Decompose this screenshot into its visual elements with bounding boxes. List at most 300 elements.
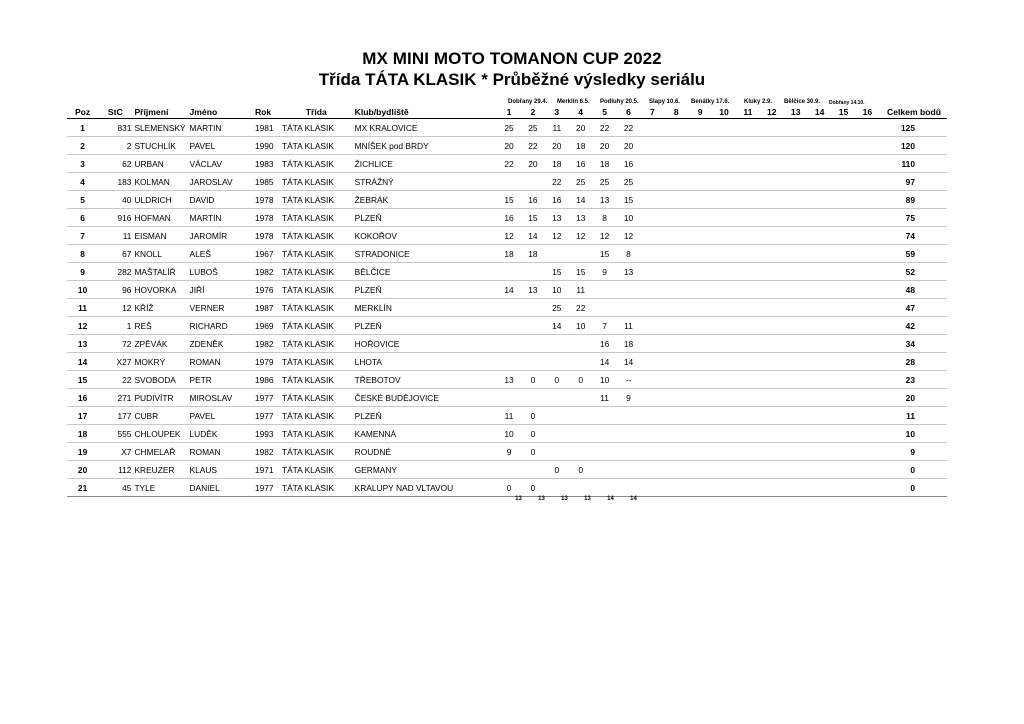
cell-race-points: [617, 299, 641, 317]
cell-race-points: [712, 281, 736, 299]
cell-surname: HOFMAN: [132, 209, 187, 227]
cell-first-name: MARTIN: [188, 119, 253, 137]
cell-race-points: 13: [545, 209, 569, 227]
cell-race-points: [497, 173, 521, 191]
cell-race-points: [784, 461, 808, 479]
cell-race-points: [688, 299, 712, 317]
col-header-race: 16: [855, 105, 879, 119]
cell-race-points: [808, 191, 832, 209]
cell-race-points: 14: [569, 191, 593, 209]
cell-race-points: 13: [593, 191, 617, 209]
cell-position: 19: [67, 443, 98, 461]
cell-race-points: 10: [545, 281, 569, 299]
cell-race-points: 13: [497, 371, 521, 389]
cell-race-points: [688, 245, 712, 263]
cell-race-points: [784, 479, 808, 497]
cell-race-points: [593, 461, 617, 479]
cell-race-points: [688, 317, 712, 335]
cell-race-points: 16: [617, 155, 641, 173]
cell-race-points: [808, 299, 832, 317]
cell-race-points: [736, 461, 760, 479]
cell-class: TÁTA KLASIK: [280, 227, 353, 245]
cell-race-points: 13: [521, 281, 545, 299]
cell-position: 6: [67, 209, 98, 227]
cell-race-points: [736, 479, 760, 497]
cell-race-points: [712, 299, 736, 317]
cell-first-name: ZDENĚK: [188, 335, 253, 353]
cell-first-name: KLAUS: [188, 461, 253, 479]
cell-total-points: 11: [879, 407, 947, 425]
cell-first-name: DAVID: [188, 191, 253, 209]
cell-club: MERKLÍN: [353, 299, 497, 317]
cell-first-name: VERNER: [188, 299, 253, 317]
cell-race-points: 12: [593, 227, 617, 245]
cell-race-points: [736, 173, 760, 191]
cell-start-number: 916: [98, 209, 132, 227]
cell-race-points: [808, 425, 832, 443]
table-row: [67, 191, 947, 209]
cell-race-points: [736, 263, 760, 281]
race-count: 13: [515, 496, 522, 502]
cell-race-points: [640, 353, 664, 371]
col-header-race: 7: [640, 105, 664, 119]
cell-start-number: 177: [98, 407, 132, 425]
cell-race-points: [712, 317, 736, 335]
cell-race-points: [712, 353, 736, 371]
cell-year: 1985: [253, 173, 280, 191]
cell-race-points: [688, 281, 712, 299]
table-row: [67, 353, 947, 371]
cell-race-points: [640, 299, 664, 317]
cell-race-points: [712, 443, 736, 461]
cell-race-points: [832, 335, 856, 353]
cell-surname: MAŠTALÍŘ: [132, 263, 187, 281]
cell-race-points: [688, 389, 712, 407]
cell-race-points: [712, 335, 736, 353]
cell-race-points: [521, 299, 545, 317]
cell-race-points: [855, 479, 879, 497]
cell-club: GERMANY: [353, 461, 497, 479]
cell-race-points: [712, 119, 736, 137]
cell-race-points: 25: [497, 119, 521, 137]
cell-race-points: 20: [497, 137, 521, 155]
cell-race-points: [736, 137, 760, 155]
cell-race-points: [617, 479, 641, 497]
cell-race-points: 15: [617, 191, 641, 209]
cell-race-points: [855, 353, 879, 371]
cell-race-points: [784, 443, 808, 461]
cell-race-points: 18: [521, 245, 545, 263]
cell-race-points: [569, 389, 593, 407]
cell-race-points: [808, 443, 832, 461]
cell-first-name: LUBOŠ: [188, 263, 253, 281]
cell-race-points: [497, 317, 521, 335]
cell-race-points: [855, 209, 879, 227]
cell-race-points: [760, 335, 784, 353]
cell-position: 10: [67, 281, 98, 299]
cell-club: ROUDNÉ: [353, 443, 497, 461]
cell-class: TÁTA KLASIK: [280, 371, 353, 389]
cell-race-points: [617, 425, 641, 443]
cell-class: TÁTA KLASIK: [280, 479, 353, 497]
cell-race-points: [640, 173, 664, 191]
cell-race-points: 0: [521, 443, 545, 461]
cell-race-points: [688, 335, 712, 353]
col-header-race: 15: [832, 105, 856, 119]
cell-race-points: [593, 407, 617, 425]
cell-race-points: [640, 119, 664, 137]
event-label: Slapy 10.6.: [649, 99, 681, 105]
cell-position: 11: [67, 299, 98, 317]
cell-year: 1990: [253, 137, 280, 155]
cell-race-points: [569, 353, 593, 371]
cell-race-points: [760, 155, 784, 173]
cell-race-points: [688, 263, 712, 281]
cell-race-points: [855, 281, 879, 299]
cell-race-points: [832, 389, 856, 407]
cell-total-points: 9: [879, 443, 947, 461]
cell-race-points: 16: [545, 191, 569, 209]
cell-race-points: [640, 425, 664, 443]
cell-position: 15: [67, 371, 98, 389]
cell-race-points: [736, 389, 760, 407]
cell-race-points: [545, 443, 569, 461]
cell-race-points: [664, 209, 688, 227]
cell-race-points: [521, 263, 545, 281]
cell-race-points: [712, 461, 736, 479]
cell-class: TÁTA KLASIK: [280, 155, 353, 173]
table-row: [67, 389, 947, 407]
cell-race-points: [545, 479, 569, 497]
event-label: Merklín 6.5.: [557, 99, 590, 105]
cell-race-points: [784, 281, 808, 299]
cell-race-points: 18: [569, 137, 593, 155]
cell-race-points: [569, 479, 593, 497]
cell-year: 1971: [253, 461, 280, 479]
table-row: [67, 119, 947, 137]
cell-race-points: [521, 335, 545, 353]
cell-start-number: 831: [98, 119, 132, 137]
cell-race-points: [855, 407, 879, 425]
race-count: 13: [561, 496, 568, 502]
cell-race-points: [664, 137, 688, 155]
cell-total-points: 120: [879, 137, 947, 155]
cell-surname: KREUZER: [132, 461, 187, 479]
cell-race-points: [760, 263, 784, 281]
col-header-prijmeni: Příjmení: [132, 105, 187, 119]
cell-race-points: 15: [497, 191, 521, 209]
cell-total-points: 89: [879, 191, 947, 209]
cell-year: 1976: [253, 281, 280, 299]
cell-race-points: [712, 371, 736, 389]
cell-surname: STUCHLÍK: [132, 137, 187, 155]
cell-start-number: 96: [98, 281, 132, 299]
cell-race-points: [808, 209, 832, 227]
cell-race-points: [664, 443, 688, 461]
cell-total-points: 75: [879, 209, 947, 227]
table-row: [67, 263, 947, 281]
cell-race-points: 0: [521, 479, 545, 497]
cell-race-points: [832, 479, 856, 497]
cell-race-points: [760, 443, 784, 461]
cell-race-points: [832, 209, 856, 227]
table-row: [67, 371, 947, 389]
cell-race-points: --: [617, 371, 641, 389]
cell-race-points: [497, 299, 521, 317]
cell-race-points: [593, 425, 617, 443]
cell-first-name: DANIEL: [188, 479, 253, 497]
cell-race-points: 0: [521, 407, 545, 425]
race-count: 14: [630, 496, 637, 502]
cell-race-points: 22: [617, 119, 641, 137]
cell-total-points: 0: [879, 461, 947, 479]
cell-race-points: [736, 317, 760, 335]
cell-race-points: [640, 479, 664, 497]
col-header-race: 14: [808, 105, 832, 119]
cell-race-points: [808, 479, 832, 497]
cell-race-points: [569, 425, 593, 443]
table-row: [67, 425, 947, 443]
cell-race-points: 20: [617, 137, 641, 155]
cell-race-points: [640, 371, 664, 389]
cell-race-points: 20: [569, 119, 593, 137]
cell-club: BĚLČICE: [353, 263, 497, 281]
cell-position: 8: [67, 245, 98, 263]
cell-race-points: [688, 443, 712, 461]
cell-surname: URBAN: [132, 155, 187, 173]
cell-race-points: [497, 461, 521, 479]
cell-race-points: 14: [617, 353, 641, 371]
cell-race-points: [640, 443, 664, 461]
cell-race-points: [664, 407, 688, 425]
cell-year: 1978: [253, 209, 280, 227]
cell-race-points: [784, 209, 808, 227]
col-header-race: 8: [664, 105, 688, 119]
cell-club: KRALUPY NAD VLTAVOU: [353, 479, 497, 497]
cell-race-points: [664, 155, 688, 173]
cell-year: 1978: [253, 191, 280, 209]
cell-race-points: [569, 407, 593, 425]
cell-race-points: [521, 353, 545, 371]
cell-race-points: [712, 407, 736, 425]
cell-surname: SVOBODA: [132, 371, 187, 389]
cell-race-points: [808, 227, 832, 245]
cell-club: PLZEŇ: [353, 407, 497, 425]
cell-position: 9: [67, 263, 98, 281]
cell-race-points: [521, 317, 545, 335]
cell-race-points: [712, 245, 736, 263]
cell-race-points: 16: [497, 209, 521, 227]
cell-race-points: 0: [569, 461, 593, 479]
cell-race-points: [784, 155, 808, 173]
cell-total-points: 47: [879, 299, 947, 317]
table-row: [67, 227, 947, 245]
cell-total-points: 110: [879, 155, 947, 173]
cell-total-points: 28: [879, 353, 947, 371]
cell-race-points: [855, 227, 879, 245]
cell-race-points: [808, 173, 832, 191]
cell-class: TÁTA KLASIK: [280, 299, 353, 317]
cell-year: 1978: [253, 227, 280, 245]
cell-race-points: [640, 317, 664, 335]
cell-race-points: [664, 317, 688, 335]
cell-race-points: [688, 191, 712, 209]
cell-surname: CUBR: [132, 407, 187, 425]
cell-first-name: JIŘÍ: [188, 281, 253, 299]
cell-race-points: 9: [617, 389, 641, 407]
cell-race-points: [736, 371, 760, 389]
cell-position: 21: [67, 479, 98, 497]
cell-position: 12: [67, 317, 98, 335]
cell-race-points: [688, 479, 712, 497]
cell-race-points: [640, 263, 664, 281]
cell-total-points: 48: [879, 281, 947, 299]
cell-surname: EISMAN: [132, 227, 187, 245]
cell-club: ŽEBRÁK: [353, 191, 497, 209]
cell-total-points: 97: [879, 173, 947, 191]
cell-race-points: [808, 281, 832, 299]
cell-race-points: [832, 119, 856, 137]
cell-surname: TYLE: [132, 479, 187, 497]
cell-start-number: 62: [98, 155, 132, 173]
cell-start-number: X27: [98, 353, 132, 371]
col-header-stc: StC: [98, 105, 132, 119]
cell-start-number: 183: [98, 173, 132, 191]
cell-year: 1982: [253, 335, 280, 353]
col-header-race: 9: [688, 105, 712, 119]
cell-race-points: 12: [569, 227, 593, 245]
cell-year: 1982: [253, 263, 280, 281]
cell-race-points: [760, 209, 784, 227]
cell-race-points: [640, 191, 664, 209]
cell-position: 2: [67, 137, 98, 155]
event-label: Bělčice 30.9.: [784, 99, 821, 105]
table-row: [67, 245, 947, 263]
cell-race-points: [784, 137, 808, 155]
cell-race-points: [808, 155, 832, 173]
cell-club: KAMENNÁ: [353, 425, 497, 443]
cell-first-name: PAVEL: [188, 137, 253, 155]
cell-race-points: [855, 137, 879, 155]
cell-race-points: [784, 353, 808, 371]
cell-race-points: [808, 389, 832, 407]
cell-race-points: [832, 173, 856, 191]
cell-race-points: 11: [497, 407, 521, 425]
cell-race-points: [569, 335, 593, 353]
cell-race-points: 14: [521, 227, 545, 245]
cell-race-points: [664, 173, 688, 191]
cell-class: TÁTA KLASIK: [280, 281, 353, 299]
cell-race-points: [832, 407, 856, 425]
cell-race-points: [640, 389, 664, 407]
cell-race-points: [688, 137, 712, 155]
cell-race-points: [736, 245, 760, 263]
cell-position: 13: [67, 335, 98, 353]
cell-total-points: 34: [879, 335, 947, 353]
cell-race-points: [712, 137, 736, 155]
event-label: Podluhy 20.5.: [600, 99, 639, 105]
cell-race-points: 11: [545, 119, 569, 137]
cell-race-points: [736, 299, 760, 317]
cell-race-points: 10: [497, 425, 521, 443]
cell-race-points: 0: [545, 461, 569, 479]
cell-race-points: [712, 389, 736, 407]
cell-race-points: 10: [617, 209, 641, 227]
cell-first-name: ALEŠ: [188, 245, 253, 263]
cell-race-points: [712, 425, 736, 443]
cell-race-points: [712, 191, 736, 209]
cell-class: TÁTA KLASIK: [280, 119, 353, 137]
cell-start-number: X7: [98, 443, 132, 461]
cell-class: TÁTA KLASIK: [280, 209, 353, 227]
cell-race-points: [736, 155, 760, 173]
cell-race-points: [784, 245, 808, 263]
table-row: [67, 335, 947, 353]
cell-first-name: MIROSLAV: [188, 389, 253, 407]
cell-position: 17: [67, 407, 98, 425]
cell-race-points: 25: [569, 173, 593, 191]
cell-race-points: [760, 353, 784, 371]
cell-race-points: [808, 263, 832, 281]
cell-race-points: [569, 443, 593, 461]
table-row: [67, 209, 947, 227]
cell-race-points: [640, 407, 664, 425]
cell-race-points: [760, 299, 784, 317]
cell-race-points: [832, 317, 856, 335]
col-header-race: 3: [545, 105, 569, 119]
cell-position: 18: [67, 425, 98, 443]
cell-race-points: [593, 479, 617, 497]
cell-club: PLZEŇ: [353, 317, 497, 335]
cell-year: 1977: [253, 479, 280, 497]
cell-race-points: [832, 245, 856, 263]
cell-race-points: [784, 317, 808, 335]
cell-class: TÁTA KLASIK: [280, 317, 353, 335]
cell-race-points: [760, 389, 784, 407]
cell-race-points: 15: [545, 263, 569, 281]
cell-race-points: [593, 281, 617, 299]
cell-race-points: [688, 155, 712, 173]
cell-position: 16: [67, 389, 98, 407]
col-header-race: 2: [521, 105, 545, 119]
cell-race-points: [736, 191, 760, 209]
cell-start-number: 271: [98, 389, 132, 407]
cell-race-points: 18: [497, 245, 521, 263]
cell-race-points: [832, 425, 856, 443]
cell-start-number: 1: [98, 317, 132, 335]
cell-race-points: [808, 407, 832, 425]
cell-surname: KŘÍŽ: [132, 299, 187, 317]
cell-start-number: 72: [98, 335, 132, 353]
cell-race-points: [855, 119, 879, 137]
race-count-row: [0, 496, 1024, 504]
cell-race-points: [688, 425, 712, 443]
cell-race-points: [521, 461, 545, 479]
cell-race-points: 8: [593, 209, 617, 227]
cell-race-points: 15: [521, 209, 545, 227]
cell-race-points: 13: [569, 209, 593, 227]
cell-club: MX KRALOVICE: [353, 119, 497, 137]
cell-race-points: [545, 407, 569, 425]
cell-total-points: 52: [879, 263, 947, 281]
col-header-race: 10: [712, 105, 736, 119]
cell-race-points: [593, 299, 617, 317]
cell-race-points: [640, 281, 664, 299]
col-header-rok: Rok: [253, 105, 280, 119]
cell-race-points: [784, 299, 808, 317]
cell-race-points: [832, 263, 856, 281]
cell-race-points: [640, 461, 664, 479]
